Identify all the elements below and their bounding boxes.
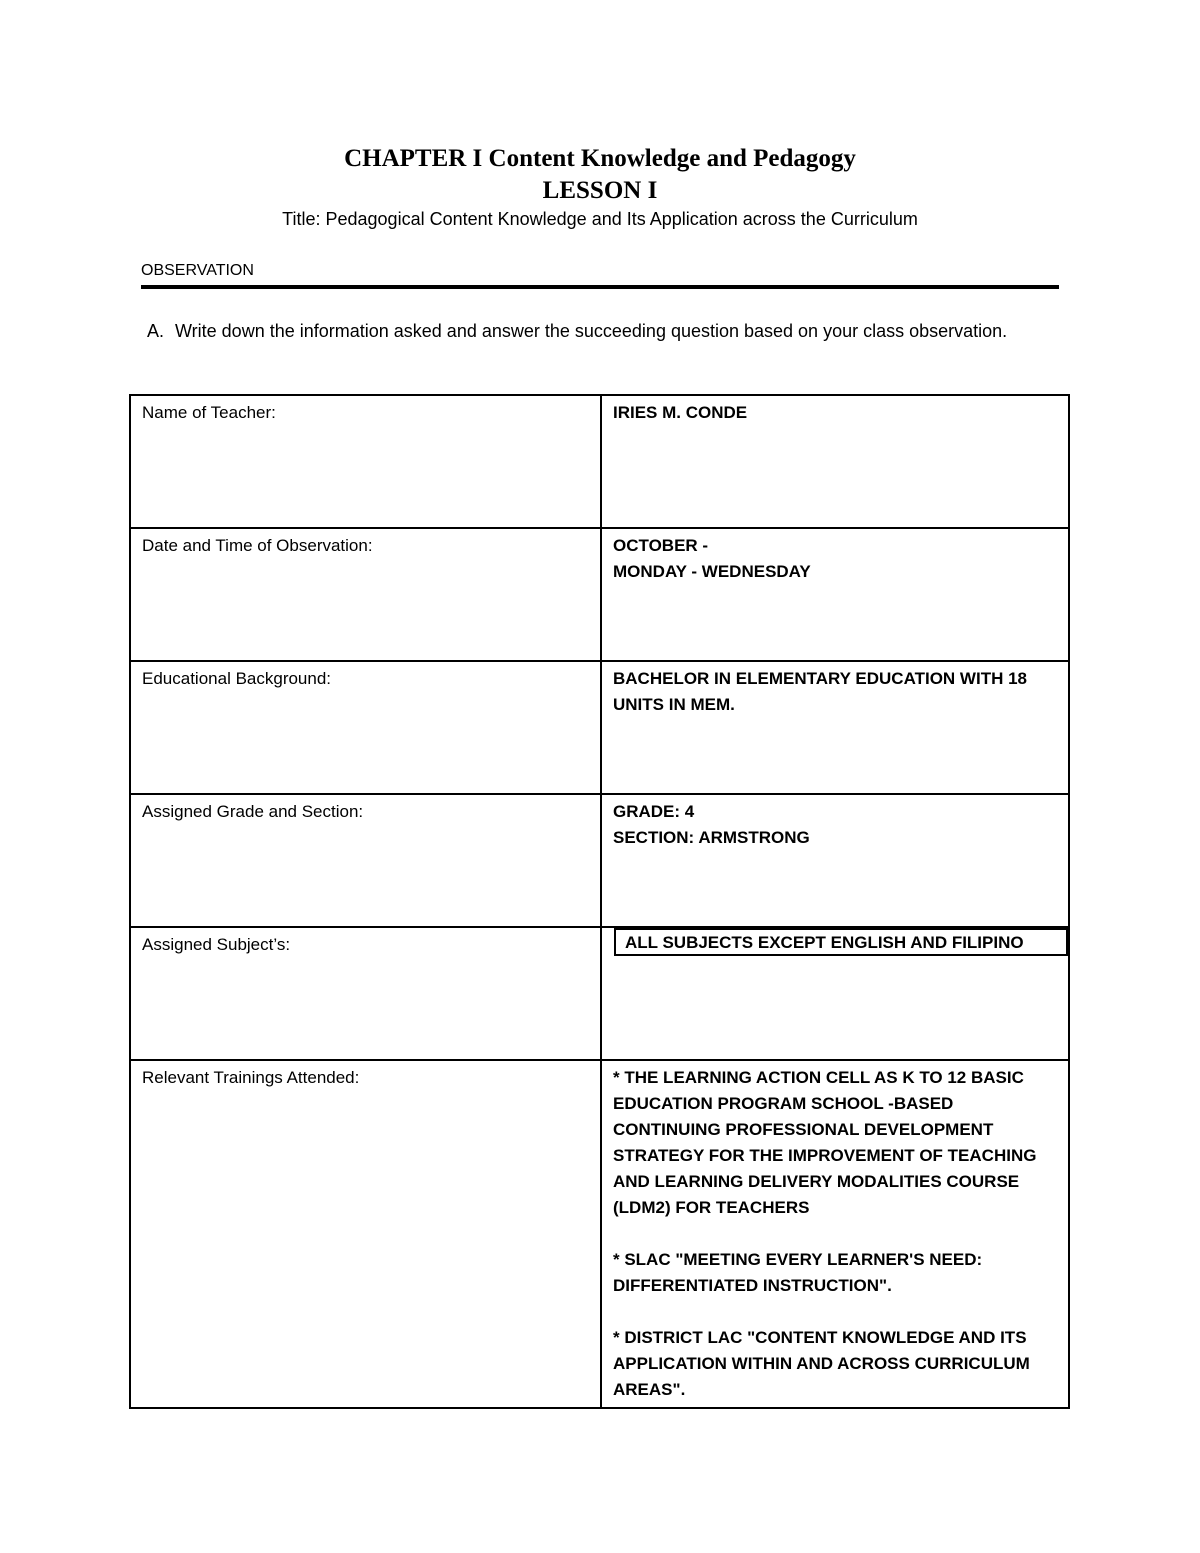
value-line: SECTION: ARMSTRONG bbox=[613, 828, 810, 847]
spacer bbox=[613, 1221, 1058, 1247]
value-line: MONDAY - WEDNESDAY bbox=[613, 562, 811, 581]
row-label: Relevant Trainings Attended: bbox=[130, 1060, 601, 1408]
observation-table bbox=[129, 394, 1070, 1409]
row-label: Assigned Grade and Section: bbox=[130, 794, 601, 927]
row-value bbox=[601, 1060, 1069, 1408]
row-label: Date and Time of Observation: bbox=[130, 528, 601, 661]
value-line: OCTOBER - bbox=[613, 536, 709, 555]
list-marker: A. bbox=[147, 321, 165, 341]
row-value bbox=[601, 528, 1069, 661]
chapter-heading: CHAPTER I Content Knowledge and Pedagogy bbox=[344, 145, 856, 172]
table-row bbox=[130, 794, 1069, 927]
instruction-item bbox=[147, 318, 1055, 344]
lesson-heading: LESSON I bbox=[542, 177, 658, 204]
table-row bbox=[130, 661, 1069, 794]
table-row bbox=[130, 927, 1069, 1060]
section-divider bbox=[141, 285, 1059, 289]
value-line: BACHELOR IN ELEMENTARY EDUCATION WITH 18 UNITS IN MEM. bbox=[613, 669, 1027, 714]
row-value bbox=[601, 661, 1069, 794]
table-row bbox=[130, 395, 1069, 528]
spacer bbox=[613, 1299, 1058, 1325]
row-value bbox=[601, 794, 1069, 927]
instruction-text: Write down the information asked and answer the succeeding question based on your class observation. bbox=[175, 321, 1008, 341]
table-row bbox=[130, 528, 1069, 661]
value-line: GRADE: 4 bbox=[613, 802, 695, 821]
training-item: * SLAC "MEETING EVERY LEARNER'S NEED: DIFFERENTIATED INSTRUCTION". bbox=[613, 1250, 983, 1295]
row-label: Educational Background: bbox=[130, 661, 601, 794]
boxed-value: ALL SUBJECTS EXCEPT ENGLISH AND FILIPINO bbox=[614, 928, 1068, 956]
row-value bbox=[601, 395, 1069, 528]
value-line: IRIES M. CONDE bbox=[613, 403, 748, 422]
table-row bbox=[130, 1060, 1069, 1408]
training-item: * DISTRICT LAC "CONTENT KNOWLEDGE AND ITS APPLICATION WITHIN AND ACROSS CURRICULUM AREAS". bbox=[613, 1328, 1030, 1399]
observation-section-label: OBSERVATION bbox=[141, 262, 254, 279]
row-label: Name of Teacher: bbox=[130, 395, 601, 528]
row-label: Assigned Subject’s: bbox=[130, 927, 601, 1060]
training-item: * THE LEARNING ACTION CELL AS K TO 12 BASIC EDUCATION PROGRAM SCHOOL -BASED CONTINUING PROFESSIONAL DEVELOPMENT STRATEGY FOR THE IMPROVEMENT OF TEACHING AND LEARNING DELIVERY MODALITIES COURSE (LDM2) FOR TEACHERS bbox=[613, 1068, 1037, 1217]
lesson-title: Title: Pedagogical Content Knowledge and Its Application across the Curriculum bbox=[282, 209, 918, 229]
row-value bbox=[601, 927, 1069, 1060]
